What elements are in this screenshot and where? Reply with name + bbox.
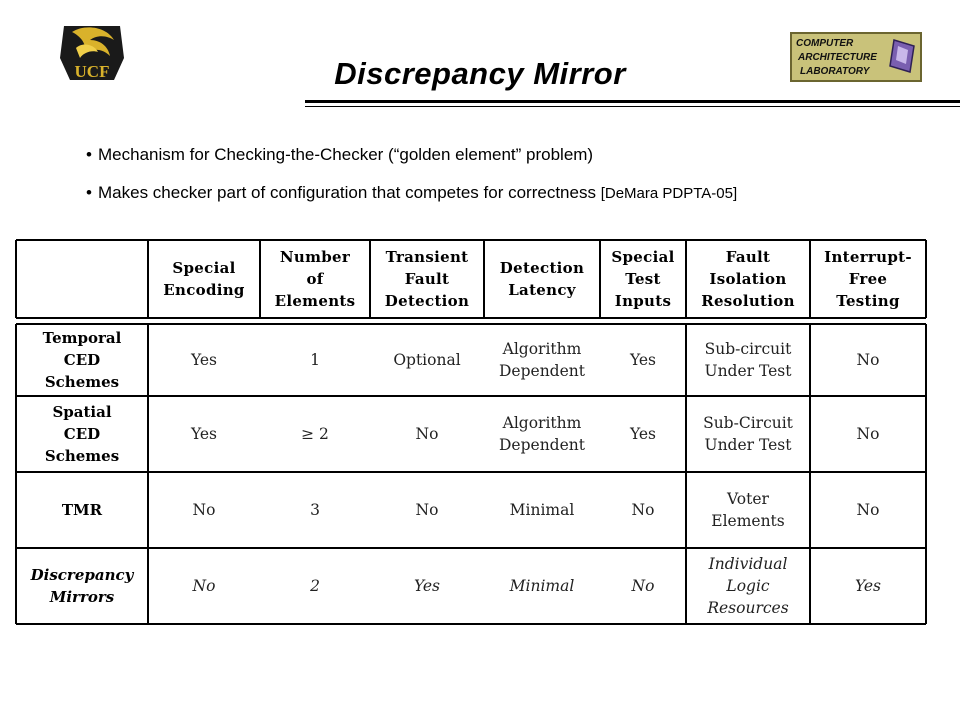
table-cell: No bbox=[631, 577, 655, 595]
bullet-list bbox=[86, 144, 737, 221]
table-cell: No bbox=[856, 425, 880, 443]
bullet-text: Mechanism for Checking-the-Checker (“golden element” problem) bbox=[98, 145, 594, 164]
table-cell: 3 bbox=[310, 501, 320, 519]
bullet-item: • Makes checker part of configuration that competes for correctness [DeMara PDPTA-05] bbox=[86, 183, 738, 202]
header-interrupt-free-testing: Interrupt- Free Testing bbox=[824, 248, 912, 310]
title-rule bbox=[305, 100, 960, 103]
row-label-spatial-ced: Spatial CED Schemes bbox=[44, 403, 120, 465]
table-cell: Individual Logic Resources bbox=[707, 555, 789, 617]
bullet-text: Makes checker part of configuration that competes for correctness bbox=[98, 183, 601, 202]
header-transient-fault-detection: Transient Fault Detection bbox=[384, 248, 470, 310]
table-cell: ≥ 2 bbox=[301, 425, 329, 443]
header-detection-latency: Detection Latency bbox=[499, 259, 585, 299]
header-special-test-inputs: Special Test Inputs bbox=[611, 248, 675, 310]
row-label-temporal-ced: Temporal CED Schemes bbox=[42, 329, 122, 391]
lab-logo-line1: COMPUTER bbox=[796, 38, 854, 49]
table-cell: No bbox=[856, 501, 880, 519]
bullet-citation: [DeMara PDPTA-05] bbox=[600, 185, 738, 202]
table-cell: Yes bbox=[629, 351, 656, 369]
table-cell: Yes bbox=[190, 351, 217, 369]
row-label-tmr: TMR bbox=[61, 501, 103, 519]
header-number-of-elements: Number of Elements bbox=[274, 248, 356, 310]
table-cell: No bbox=[631, 501, 655, 519]
table-cell: Voter Elements bbox=[711, 490, 785, 530]
table-cell: No bbox=[192, 501, 216, 519]
table-cell: Yes bbox=[854, 577, 881, 595]
bullet-item: • Mechanism for Checking-the-Checker (“golden element” problem) bbox=[86, 145, 594, 164]
table-cell: Yes bbox=[190, 425, 217, 443]
slide-title: Discrepancy Mirror bbox=[334, 56, 626, 91]
lab-logo-line3: LABORATORY bbox=[800, 66, 870, 77]
header-special-encoding: Special Encoding bbox=[163, 259, 245, 299]
table-cell: Minimal bbox=[509, 501, 575, 519]
lab-logo-line2: ARCHITECTURE bbox=[798, 52, 877, 63]
table-cell: 1 bbox=[310, 351, 320, 369]
table-cell: Yes bbox=[413, 577, 440, 595]
ucf-logo-text: UCF bbox=[74, 62, 110, 81]
row-label-discrepancy-mirrors: Discrepancy Mirrors bbox=[30, 566, 134, 606]
title-rule-thin bbox=[305, 106, 960, 107]
table-cell: No bbox=[192, 577, 216, 595]
table-cell: Algorithm Dependent bbox=[499, 340, 585, 380]
table-cell: Sub-Circuit Under Test bbox=[703, 414, 793, 454]
table-cell: Yes bbox=[629, 425, 656, 443]
table-cell: Sub-circuit Under Test bbox=[704, 340, 792, 380]
table-cell: No bbox=[856, 351, 880, 369]
header-fault-isolation-resolution: Fault Isolation Resolution bbox=[701, 248, 795, 310]
table-cell: 2 bbox=[310, 577, 320, 595]
table-cell: Minimal bbox=[509, 577, 575, 595]
table-cell: Optional bbox=[393, 351, 461, 369]
table-cell: No bbox=[415, 501, 439, 519]
table-cell: Algorithm Dependent bbox=[499, 414, 585, 454]
table-cell: No bbox=[415, 425, 439, 443]
